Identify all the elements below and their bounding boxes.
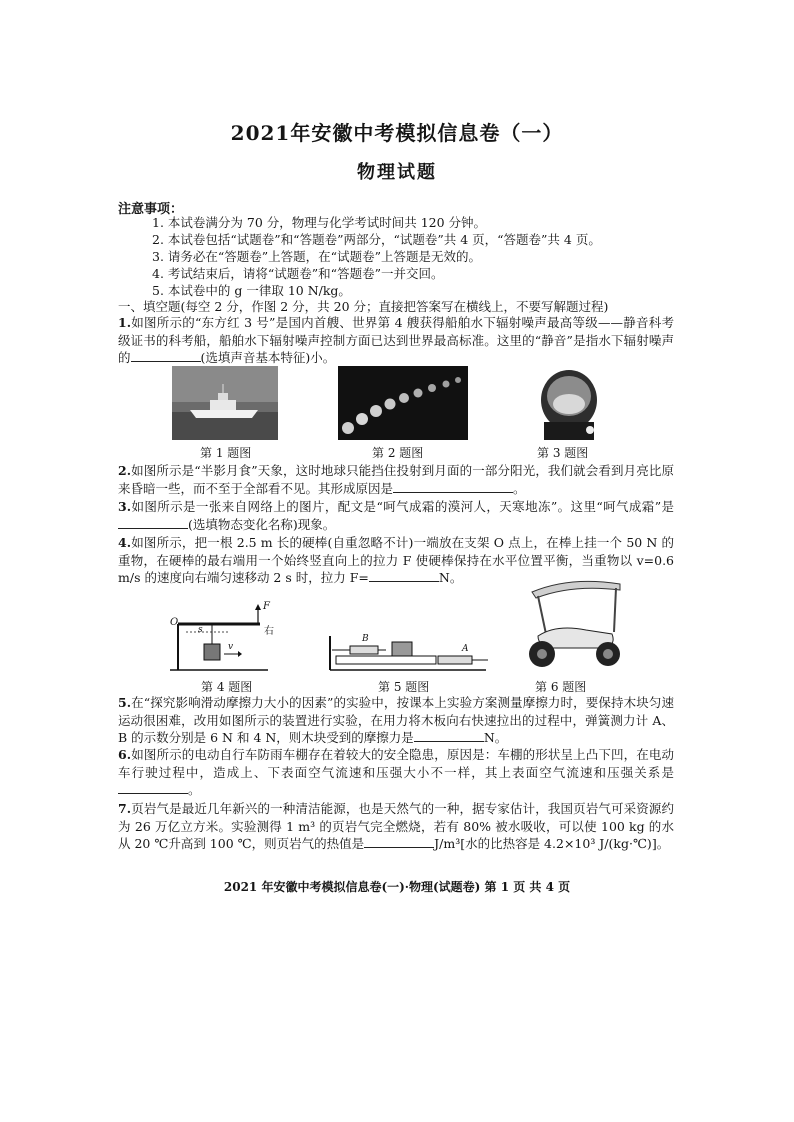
question-text-tail: N。 <box>483 730 508 746</box>
figure-2-caption: 第 2 题图 <box>372 446 424 460</box>
answer-blank[interactable] <box>393 480 513 493</box>
note-item: 4. 考试结束后，请将“试题卷”和“答题卷”一并交回。 <box>152 266 444 281</box>
label-a: A <box>462 644 469 654</box>
answer-blank[interactable] <box>131 349 201 362</box>
question-text-tail: J/m³[水的比热容是 4.2×10³ J/(kg·℃)]。 <box>434 836 670 852</box>
label-o: O <box>170 617 179 628</box>
label-right: 右 <box>264 626 274 637</box>
question-text-tail: (选填物态变化名称)现象。 <box>188 516 336 532</box>
question-number: 4. <box>118 535 132 550</box>
figure-6-caption: 第 6 题图 <box>535 680 587 694</box>
answer-blank[interactable] <box>369 569 439 582</box>
answer-blank[interactable] <box>364 835 434 848</box>
question-text: 页岩气是最近几年新兴的一种清洁能源，也是天然气的一种，据专家估计，我国页岩气可采资源约为 26 万亿立方米。实验测得 1 m³ 的页岩气完全燃烧，若有 80% 被水吸收，可以使 100 kg 的水从 20 ℃升高到 100 ℃，则页岩气的热值是 <box>118 801 674 852</box>
answer-blank[interactable] <box>118 781 188 794</box>
question-text-tail: (选填声音基本特征)小。 <box>200 350 336 366</box>
question-number: 7. <box>118 801 132 816</box>
question-number: 2. <box>118 463 132 478</box>
figure-2-lunar-eclipse-photo <box>338 366 468 440</box>
note-item: 3. 请务必在“答题卷”上答题，在“试题卷”上答题是无效的。 <box>152 249 481 264</box>
question-number: 3. <box>118 499 132 514</box>
figure-1-caption: 第 1 题图 <box>200 446 252 460</box>
label-v: v <box>228 642 234 652</box>
label-f: F <box>263 601 270 612</box>
label-b: B <box>362 634 369 644</box>
page-subtitle: 物理试题 <box>357 162 437 183</box>
question-number: 6. <box>118 747 132 762</box>
notes-heading: 注意事项： <box>118 202 184 217</box>
question-text: 如图所示的“东方红 3 号”是国内首艘、世界第 4 艘获得船舶水下辐射噪声最高等级——静音科考级证书的科考船，船舶水下辐射噪声控制方面已达到世界最高标准。这里的“静音”是指水下辐射噪声的 <box>118 315 674 366</box>
answer-blank[interactable] <box>118 516 188 529</box>
note-item: 1. 本试卷满分为 70 分，物理与化学考试时间共 120 分钟。 <box>152 215 487 230</box>
figure-3-caption: 第 3 题图 <box>537 446 589 460</box>
question-text: 如图所示是“半影月食”天象，这时地球只能挡住投射到月面的一部分阳光，我们就会看到月亮比原来昏暗一些，而不至于全部看不见。其形成原因是 <box>118 463 674 496</box>
question-text-tail: 。 <box>188 782 201 798</box>
page-footer: 2021 年安徽中考模拟信息卷(一)·物理(试题卷) 第 1 页 共 4 页 <box>223 880 571 894</box>
figure-5-caption: 第 5 题图 <box>378 680 430 694</box>
question-number: 5. <box>118 695 132 710</box>
question-2 <box>118 462 674 497</box>
note-item: 2. 本试卷包括“试题卷”和“答题卷”两部分，“试题卷”共 4 页，“答题卷”共 4 页。 <box>152 232 601 247</box>
figure-4-caption: 第 4 题图 <box>201 680 253 694</box>
question-number: 1. <box>118 315 132 330</box>
figure-1-ship-photo <box>172 366 278 440</box>
question-5 <box>118 694 674 747</box>
label-s: s <box>198 625 203 635</box>
question-text-tail: 。 <box>513 480 526 496</box>
question-text-tail: N。 <box>438 570 463 586</box>
figure-3-frosted-person-photo <box>534 366 604 440</box>
question-3 <box>118 498 674 533</box>
answer-blank[interactable] <box>414 729 484 742</box>
question-text: 如图所示是一张来自网络上的图片，配文是“呵气成霜的漠河人，天寒地冻”。这里“呵气成霜”是 <box>131 499 674 514</box>
question-text: 如图所示的电动自行车防雨车棚存在着较大的安全隐患，原因是：车棚的形状呈上凸下凹，在电动车行驶过程中，造成上、下表面空气流速和压强大小不一样，其上表面空气流速和压强关系是 <box>118 747 674 780</box>
figure-6-ebike-canopy-photo <box>516 574 626 672</box>
notes-list <box>152 214 601 299</box>
section-heading: 一、填空题(每空 2 分，作图 2 分，共 20 分；直接把答案写在横线上，不要写解题过程) <box>118 299 609 314</box>
question-1 <box>118 314 674 367</box>
question-text: 在“探究影响滑动摩擦力大小的因素”的实验中，按课本上实验方案测量摩擦力时，要保持木块匀速运动很困难，改用如图所示的装置进行实验，在用力将木板向右快速拉出的过程中，弹簧测力计 A、B 的示数分别是 6 N 和 4 N，则木块受到的摩擦力是 <box>118 695 674 746</box>
page-title: 2021年安徽中考模拟信息卷（一） <box>230 121 564 145</box>
question-7 <box>118 800 674 853</box>
figure-5-friction-apparatus <box>326 634 494 676</box>
figure-4-lever-diagram <box>168 601 280 676</box>
question-text: 如图所示，把一根 2.5 m 长的硬棒(自重忽略不计)一端放在支架 O 点上，在棒上挂一个 50 N 的重物，在硬棒的最右端用一个始终竖直向上的拉力 F 使硬棒保持在水平位置平衡，当重物以 v=0.6 m/s 的速度向右端匀速移动 2 s 时，拉力 F= <box>118 535 674 586</box>
question-6 <box>118 746 674 799</box>
note-item: 5. 本试卷中的 g 一律取 10 N/kg。 <box>152 283 351 298</box>
